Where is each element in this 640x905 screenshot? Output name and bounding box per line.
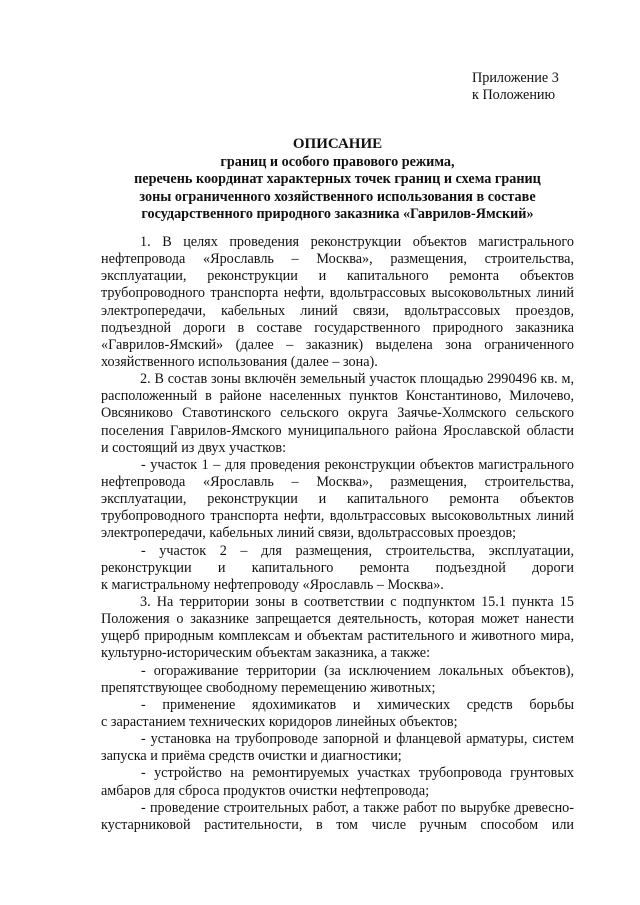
paragraph-line: ущерб природным комплексам и объектам растительного и животного мира, — [101, 628, 574, 645]
paragraph-line: нефтепровода «Ярославль – Москва», размещения, строительства, — [101, 473, 574, 490]
paragraph-line: 2. В состав зоны включён земельный участок площадью 2990496 кв. м, — [140, 371, 574, 388]
paragraph-line: Положения о заказнике запрещается деятельность, которая может нанести — [101, 611, 574, 628]
paragraph-line: препятствующее свободному перемещению животных; — [101, 679, 436, 696]
appendix-regulation-ref: к Положению — [472, 87, 556, 103]
paragraph-line: трубопроводного транспорта нефти, вдольтрассовых высоковольтных линий — [101, 285, 574, 302]
title-line: государственного природного заказника «Гаврилов-Ямский» — [141, 206, 534, 223]
title-line: перечень координат характерных точек границ и схема границ — [134, 171, 541, 188]
paragraph — [101, 731, 574, 765]
paragraph — [101, 765, 574, 799]
paragraph-line: - установка на трубопроводе запорной и фланцевой арматуры, систем — [141, 731, 574, 748]
paragraph-line: амбаров для сброса продуктов очистки нефтепровода; — [101, 782, 430, 799]
paragraph — [101, 234, 574, 371]
paragraph — [101, 697, 574, 731]
paragraph-line: «Гаврилов-Ямский» (далее – заказник) выделена зона ограниченного — [101, 336, 574, 353]
paragraph-line: эксплуатации, реконструкции и капитального ремонта объектов — [101, 491, 574, 508]
paragraph-line: трубопроводного транспорта нефти, вдольтрассовых высоковольтных линий — [101, 508, 574, 525]
paragraph-line: культурно-историческим объектам заказника, а также: — [101, 645, 431, 662]
paragraph-line: - огораживание территории (за исключением локальных объектов), — [141, 662, 574, 679]
paragraph — [101, 594, 574, 663]
paragraph — [101, 457, 574, 543]
paragraph-line: расположенный в районе населенных пунктов Константиново, Милочево, — [101, 388, 574, 405]
paragraph-line: эксплуатации, реконструкции и капитального ремонта объектов — [101, 268, 574, 285]
appendix-number: Приложение 3 — [472, 70, 559, 86]
paragraph-line: нефтепровода «Ярославль – Москва», размещения, строительства, — [101, 251, 574, 268]
document-body — [101, 234, 574, 834]
paragraph-line: Овсяниково Ставотинского сельского округа Заячье-Холмского сельского — [101, 405, 574, 422]
title-line: зоны ограниченного хозяйственного использования в составе — [139, 188, 536, 205]
paragraph-line: электропередачи, кабельных линий связи, вдольтрассовых проездов; — [101, 525, 517, 542]
paragraph-line: и состоящий из двух участков: — [101, 439, 287, 456]
paragraph-line: - применение ядохимикатов и химических средств борьбы — [141, 696, 574, 713]
appendix-reference — [472, 70, 559, 104]
paragraph-line: - участок 2 – для размещения, строительства, эксплуатации, — [141, 542, 574, 559]
paragraph-line: - устройство на ремонтируемых участках трубопровода грунтовых — [141, 765, 574, 782]
paragraph — [101, 800, 574, 834]
paragraph-line: хозяйственного использования (далее – зона). — [101, 353, 378, 370]
paragraph-line: запуска и приёма средств очистки и диагностики; — [101, 748, 402, 765]
paragraph-line: 1. В целях проведения реконструкции объектов магистрального — [140, 234, 574, 250]
title-heading: ОПИСАНИЕ — [292, 136, 383, 152]
paragraph-line: реконструкции и капитального ремонта подъездной дороги — [101, 559, 574, 576]
paragraph-line: 3. На территории зоны в соответствии с подпунктом 15.1 пункта 15 — [140, 593, 574, 610]
paragraph-line: - участок 1 – для проведения реконструкции объектов магистрального — [141, 456, 574, 473]
paragraph-line: поселения Гаврилов-Ямского муниципального района Ярославской области — [101, 422, 574, 439]
paragraph — [101, 663, 574, 697]
paragraph-line: электропередачи, кабельных линий связи, вдольтрассовых проездов, — [101, 302, 574, 319]
paragraph-line: с зарастанием технических коридоров линейных объектов; — [101, 713, 458, 730]
paragraph-line: к магистральному нефтепроводу «Ярославль – Москва». — [101, 576, 444, 593]
paragraph-line: подъездной дороги в составе государственного природного заказника — [101, 319, 574, 336]
paragraph — [101, 543, 574, 594]
document-title — [100, 136, 575, 224]
paragraph-line: кустарниковой растительности, в том числе ручным способом или — [101, 816, 574, 833]
paragraph-line: - проведение строительных работ, а также работ по вырубке древесно- — [141, 799, 574, 816]
title-line: границ и особого правового режима, — [220, 153, 455, 170]
paragraph — [101, 371, 574, 457]
